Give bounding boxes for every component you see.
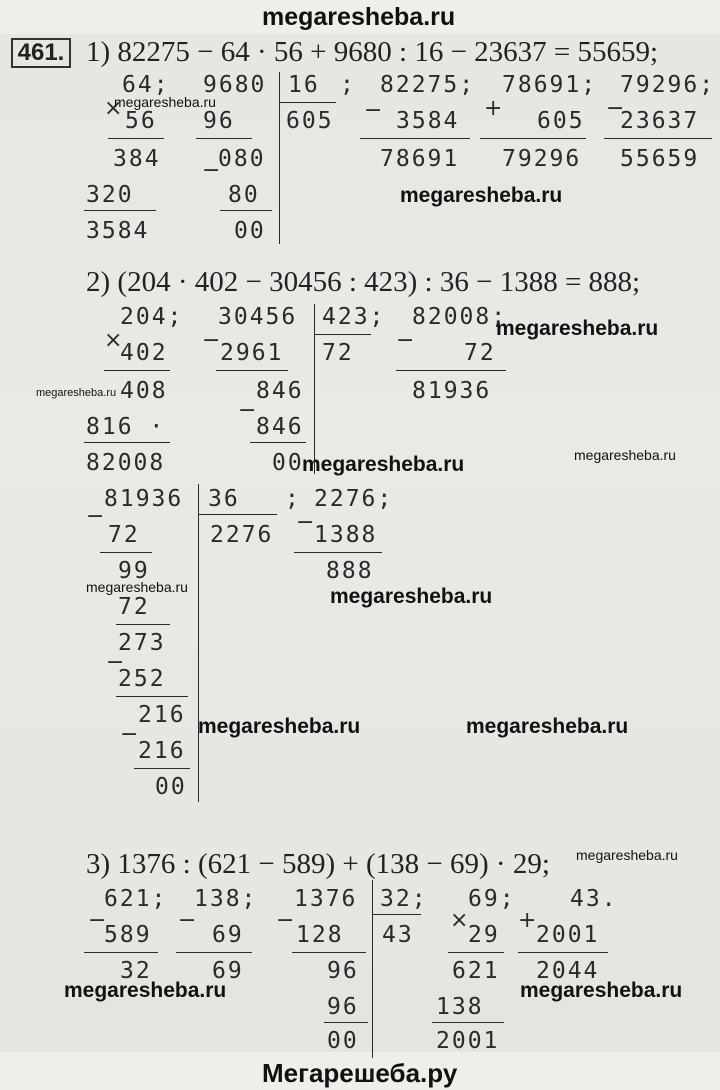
- rule: [176, 952, 252, 953]
- plus-sign: +: [484, 96, 503, 121]
- rule: [360, 138, 470, 139]
- step: 96: [327, 958, 359, 984]
- addend: 2001: [536, 922, 600, 948]
- watermark: megaresheba.ru: [466, 715, 629, 738]
- separator: ;: [285, 486, 301, 512]
- watermark: megaresheba.ru: [198, 715, 361, 738]
- times-sign: ×: [450, 908, 469, 933]
- rule: [104, 370, 170, 371]
- step: 216: [138, 738, 186, 764]
- rule: [116, 624, 170, 625]
- step: 216: [138, 702, 186, 728]
- difference: 69: [212, 958, 244, 984]
- watermark: megaresheba.ru: [400, 184, 563, 207]
- quotient: 2276: [210, 522, 274, 548]
- rule: [448, 952, 504, 953]
- subtrahend: 69: [212, 922, 244, 948]
- rule: [100, 552, 152, 553]
- remainder: 00: [272, 450, 304, 476]
- rule: [84, 952, 158, 953]
- dividend: 9680: [203, 72, 267, 98]
- problem-number: 461.: [11, 38, 71, 68]
- division-bar: [198, 484, 199, 802]
- quotient: 605: [286, 108, 334, 134]
- difference: 32: [120, 958, 152, 984]
- division-bar: [372, 880, 373, 1058]
- step: 2961: [220, 340, 284, 366]
- partial-product: 138: [436, 994, 484, 1020]
- watermark: megaresheba.ru: [302, 453, 465, 476]
- minuend: 621;: [104, 886, 168, 912]
- part1-expression: 1) 82275 − 64 · 56 + 9680 : 16 − 23637 = 55659;: [86, 36, 659, 68]
- minus-sign: −: [296, 510, 315, 535]
- rule: [604, 138, 712, 139]
- minus-sign: −: [364, 98, 383, 123]
- rule: [220, 210, 272, 211]
- watermark: megaresheba.ru: [496, 317, 659, 340]
- watermark: megaresheba.ru: [86, 579, 188, 595]
- minus-sign: −: [86, 504, 105, 529]
- mult-operand: 29: [468, 922, 500, 948]
- difference: 81936: [412, 378, 492, 404]
- rule: [280, 102, 336, 103]
- remainder: 00: [155, 774, 187, 800]
- watermark: megaresheba.ru: [520, 979, 683, 1002]
- subtrahend: 1388: [314, 522, 378, 548]
- watermark: megaresheba.ru: [576, 847, 678, 863]
- times-sign: ×: [104, 328, 123, 353]
- part3-expression: 3) 1376 : (621 − 589) + (138 − 69) · 29;: [86, 848, 550, 880]
- subtrahend: 72: [464, 340, 496, 366]
- mult-operand: 64;: [122, 72, 170, 98]
- step: 846: [256, 414, 304, 440]
- watermark: megaresheba.ru: [64, 979, 227, 1002]
- rule: [315, 334, 371, 335]
- addend: 78691;: [502, 72, 598, 98]
- remainder: 00: [234, 218, 266, 244]
- mult-operand: 402: [120, 340, 168, 366]
- rule: [84, 210, 156, 211]
- remainder: 00: [327, 1028, 359, 1054]
- header-watermark: megaresheba.ru: [262, 3, 456, 31]
- addend: 43.: [570, 886, 618, 912]
- watermark: megaresheba.ru: [574, 447, 676, 463]
- step: 96: [203, 108, 235, 134]
- footer-watermark: Мегарешеба.ру: [262, 1058, 458, 1088]
- partial-product: 384: [113, 146, 161, 172]
- watermark: megaresheba.ru: [330, 585, 493, 608]
- rule: [396, 370, 506, 371]
- product: 3584: [86, 218, 150, 244]
- division-bar: [279, 72, 280, 244]
- minuend: 82275;: [380, 72, 476, 98]
- rule: [480, 138, 586, 139]
- step: 72: [118, 594, 150, 620]
- addend: 605: [537, 108, 585, 134]
- divisor: 423;: [322, 304, 386, 330]
- difference: 78691: [380, 146, 460, 172]
- step: 128: [296, 922, 344, 948]
- rule: [324, 1022, 368, 1023]
- subtrahend: 23637: [620, 108, 700, 134]
- step: 72: [108, 522, 140, 548]
- rule: [250, 442, 306, 443]
- step: 99: [118, 558, 150, 584]
- minuend: 2276;: [314, 486, 394, 512]
- rule: [432, 1022, 504, 1023]
- quotient: 72: [322, 340, 354, 366]
- minus-sign: −: [238, 398, 257, 423]
- step: 96: [327, 994, 359, 1020]
- dividend: 1376: [294, 886, 358, 912]
- rule: [518, 952, 608, 953]
- partial-product: 320: [86, 182, 134, 208]
- minus-sign: −: [178, 908, 197, 933]
- divisor: 36: [208, 486, 240, 512]
- minus-sign: −: [88, 908, 107, 933]
- partial-product: 621: [452, 958, 500, 984]
- minus-sign: −: [396, 328, 415, 353]
- minuend: 82008;: [412, 304, 508, 330]
- times-sign: ×: [104, 96, 123, 121]
- rule: [134, 768, 190, 769]
- minus-sign: −: [606, 96, 625, 121]
- sum: 79296: [502, 146, 582, 172]
- rule: [196, 138, 252, 139]
- step: 846: [256, 378, 304, 404]
- divisor: 16: [288, 72, 320, 98]
- watermark: megaresheba.ru: [36, 387, 117, 399]
- subtrahend: 589: [104, 922, 152, 948]
- mult-operand: 56: [125, 108, 157, 134]
- rule: [116, 696, 188, 697]
- step: 273: [118, 630, 166, 656]
- rule: [199, 514, 277, 515]
- separator: ;: [340, 72, 356, 98]
- subtrahend: 3584: [396, 108, 460, 134]
- rule: [84, 442, 170, 443]
- division-bar: [314, 304, 315, 474]
- divisor: 32;: [380, 886, 428, 912]
- minus-sign: −: [202, 328, 221, 353]
- minus-sign: −: [276, 908, 295, 933]
- rule: [292, 952, 366, 953]
- minus-sign: −: [202, 158, 221, 183]
- minus-sign: −: [106, 650, 125, 675]
- difference: 55659: [620, 146, 700, 172]
- quotient: 43: [382, 922, 414, 948]
- product: 82008: [86, 450, 166, 476]
- part2-expression: 2) (204 · 402 − 30456 : 423) : 36 − 1388 = 888;: [86, 266, 641, 298]
- rule: [108, 138, 164, 139]
- rule: [373, 914, 421, 915]
- partial-product: 408: [120, 378, 168, 404]
- step: 80: [228, 182, 260, 208]
- mult-operand: 204;: [120, 304, 184, 330]
- partial-product: 816 ·: [86, 414, 166, 440]
- minus-sign: −: [120, 722, 139, 747]
- plus-sign: +: [518, 908, 537, 933]
- step: 252: [118, 666, 166, 692]
- watermark: megaresheba.ru: [114, 94, 216, 110]
- product: 2001: [436, 1028, 500, 1054]
- step: 080: [218, 146, 266, 172]
- minuend: 138;: [194, 886, 258, 912]
- sum: 2044: [536, 958, 600, 984]
- rule: [216, 370, 288, 371]
- difference: 888: [326, 558, 374, 584]
- mult-operand: 69;: [468, 886, 516, 912]
- rule: [294, 552, 382, 553]
- dividend: 81936: [104, 486, 184, 512]
- minuend: 79296;: [620, 72, 716, 98]
- dividend: 30456: [218, 304, 298, 330]
